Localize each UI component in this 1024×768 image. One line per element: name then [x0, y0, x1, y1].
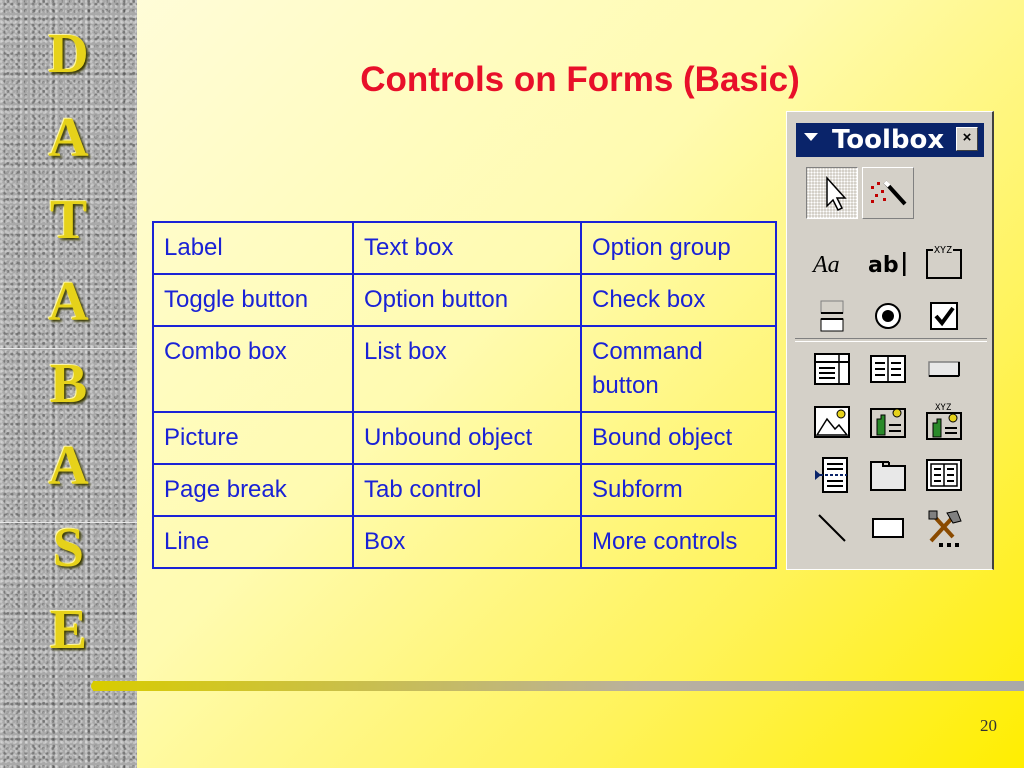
- label-tool[interactable]: [811, 242, 853, 284]
- line-tool[interactable]: [811, 507, 853, 549]
- sidebar-letter: A: [48, 271, 89, 333]
- more-controls-tool-icon: [923, 507, 965, 549]
- line-tool-icon: [811, 507, 853, 549]
- sidebar-letter: E: [49, 599, 88, 661]
- image-tool-icon: [811, 401, 853, 443]
- sidebar-letter: S: [52, 517, 85, 579]
- command-button-tool-icon: [923, 348, 965, 390]
- table-cell: List box: [353, 326, 581, 412]
- table-cell: Subform: [581, 464, 776, 516]
- toolbox-title: Toolbox: [832, 125, 945, 155]
- control-wizards-button[interactable]: [862, 167, 914, 219]
- table-cell: Text box: [353, 222, 581, 274]
- table-cell: Picture: [153, 412, 353, 464]
- toolbox-divider: [795, 338, 987, 342]
- option-button-tool[interactable]: [867, 295, 909, 337]
- page-number: 20: [980, 716, 997, 735]
- sidebar-letter: T: [49, 189, 88, 251]
- table-cell: Option group: [581, 222, 776, 274]
- table-cell: Check box: [581, 274, 776, 326]
- option-group-tool-icon: [923, 242, 965, 284]
- svg-text:XYZ: XYZ: [934, 245, 953, 256]
- toggle-button-tool-icon: [811, 295, 853, 337]
- bound-object-tool[interactable]: [923, 401, 965, 443]
- rectangle-tool-icon: [867, 507, 909, 549]
- table-row: [153, 326, 776, 412]
- table-cell: Toggle button: [153, 274, 353, 326]
- table-cell: Line: [153, 516, 353, 568]
- combo-box-tool-icon: [811, 348, 853, 390]
- image-tool[interactable]: [811, 401, 853, 443]
- label-tool-icon: [811, 242, 853, 284]
- table-cell: Bound object: [581, 412, 776, 464]
- tab-control-tool[interactable]: [867, 454, 909, 496]
- unbound-object-tool[interactable]: [867, 401, 909, 443]
- tab-control-tool-icon: [867, 454, 909, 496]
- toolbox-title-bar[interactable]: [796, 123, 984, 157]
- textbox-tool-icon: [867, 242, 909, 284]
- table-row: [153, 274, 776, 326]
- sidebar-divider: [0, 348, 137, 349]
- table-cell: Page break: [153, 464, 353, 516]
- select-objects-button[interactable]: [806, 167, 858, 219]
- table-cell: Option button: [353, 274, 581, 326]
- sidebar-letter: D: [48, 23, 89, 85]
- table-cell: Label: [153, 222, 353, 274]
- granite-sidebar: [0, 0, 137, 768]
- table-cell: Command button: [581, 326, 776, 412]
- close-button[interactable]: ×: [956, 127, 978, 151]
- table-cell: Unbound object: [353, 412, 581, 464]
- control-wizards-icon: [863, 168, 913, 218]
- toolbox-window: [786, 111, 994, 570]
- list-box-tool-icon: [867, 348, 909, 390]
- table-row: [153, 464, 776, 516]
- subform-tool-icon: [923, 454, 965, 496]
- table-cell: More controls: [581, 516, 776, 568]
- check-box-tool[interactable]: [923, 295, 965, 337]
- list-box-tool[interactable]: [867, 348, 909, 390]
- bound-object-tool-icon: [923, 401, 965, 443]
- svg-text:ab: ab: [868, 253, 899, 278]
- dropdown-arrow-icon[interactable]: [804, 133, 818, 141]
- controls-table: [152, 221, 777, 569]
- svg-text:XYZ: XYZ: [935, 403, 952, 413]
- page-break-tool[interactable]: [811, 454, 853, 496]
- option-group-tool[interactable]: [923, 242, 965, 284]
- unbound-object-tool-icon: [867, 401, 909, 443]
- more-controls-tool[interactable]: [923, 507, 965, 549]
- page-break-tool-icon: [811, 454, 853, 496]
- table-row: [153, 412, 776, 464]
- textbox-tool[interactable]: [867, 242, 909, 284]
- table-row: [153, 222, 776, 274]
- sidebar-letter: A: [48, 435, 89, 497]
- sidebar-letter: B: [49, 353, 88, 415]
- table-cell: Combo box: [153, 326, 353, 412]
- svg-text:Aa: Aa: [813, 252, 840, 278]
- table-row: [153, 516, 776, 568]
- table-cell: Tab control: [353, 464, 581, 516]
- check-box-tool-icon: [923, 295, 965, 337]
- slide-title: Controls on Forms (Basic): [360, 60, 800, 99]
- decorative-rule: [93, 681, 1024, 691]
- toggle-button-tool[interactable]: [811, 295, 853, 337]
- sidebar-letter: A: [48, 107, 89, 169]
- command-button-tool[interactable]: [923, 348, 965, 390]
- combo-box-tool[interactable]: [811, 348, 853, 390]
- select-objects-icon: [807, 168, 857, 218]
- table-cell: Box: [353, 516, 581, 568]
- option-button-tool-icon: [867, 295, 909, 337]
- subform-tool[interactable]: [923, 454, 965, 496]
- rectangle-tool[interactable]: [867, 507, 909, 549]
